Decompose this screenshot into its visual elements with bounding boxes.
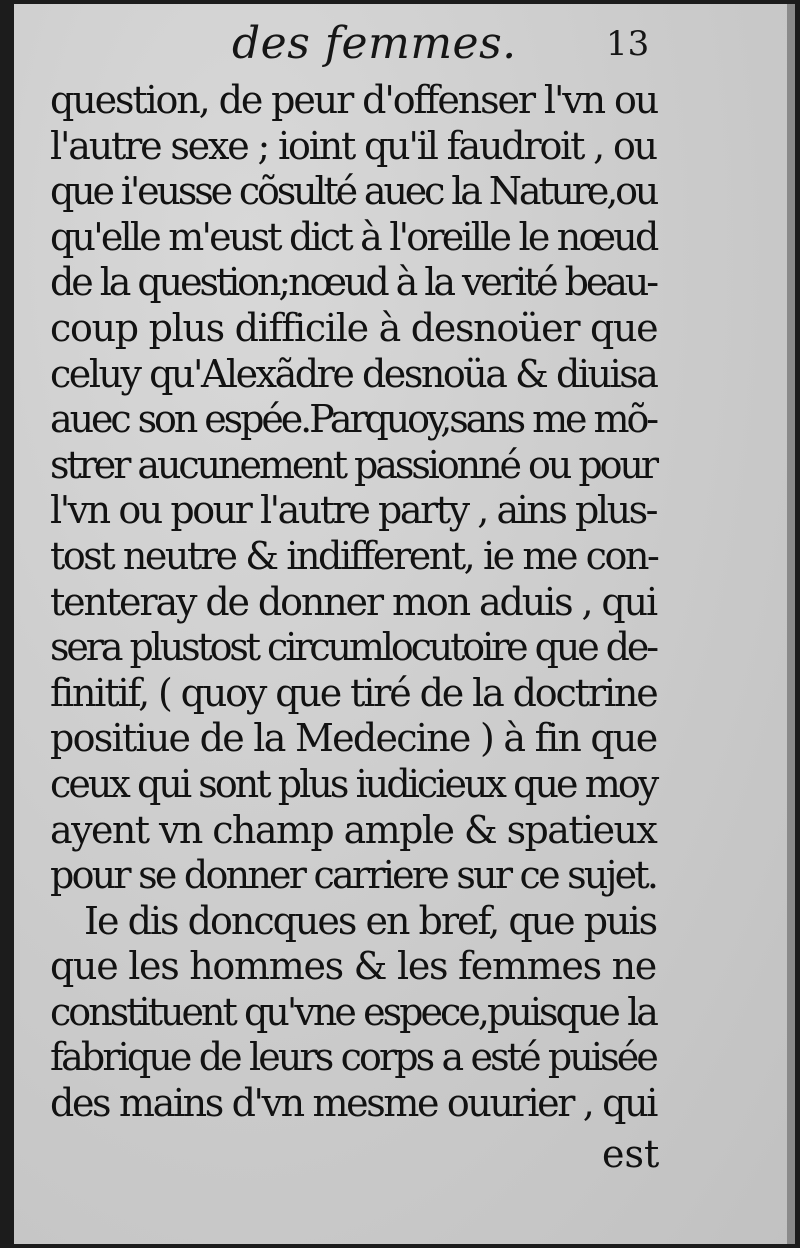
paragraph-start-line: Ie dis doncques en bref, que puis	[84, 898, 657, 943]
body-text	[50, 78, 656, 1127]
page-edge	[787, 4, 795, 1244]
text-line: que i'eusse cõsulté auec la Nature,ou	[50, 169, 657, 214]
text-line: auec son espée.Parquoy,sans me mõ-	[50, 397, 656, 442]
text-line: de la question;nœud à la verité beau-	[50, 260, 656, 305]
text-line: finitif, ( quoy que tiré de la doctrine	[50, 670, 657, 715]
text-line: strer aucunement passionné ou pour	[50, 442, 656, 487]
book-page	[14, 4, 795, 1244]
text-line: coup plus difficile à desnoüer que	[50, 305, 658, 350]
text-line: qu'elle m'eust dict à l'oreille le nœud	[50, 214, 657, 259]
text-line: constituent qu'vne espece,puisque la	[50, 989, 656, 1034]
text-line: positiue de la Medecine ) à fin que	[50, 716, 657, 761]
text-line: celuy qu'Alexãdre desnoüa & diuisa	[50, 351, 657, 396]
text-line: tenteray de donner mon aduis , qui	[50, 579, 656, 624]
page-number: 13	[606, 24, 650, 64]
text-line: ceux qui sont plus iudicieux que moy	[50, 761, 657, 806]
text-line: fabrique de leurs corps a esté puisée	[50, 1035, 656, 1080]
text-line: ayent vn champ ample & spatieux	[50, 807, 657, 852]
text-line: l'autre sexe ; ioint qu'il faudroit , ou	[50, 123, 656, 168]
text-line: tost neutre & indifferent, ie me con-	[50, 533, 658, 578]
text-line: l'vn ou pour l'autre party , ains plus-	[50, 488, 656, 533]
running-title: des femmes.	[232, 18, 517, 69]
text-line: pour se donner carriere sur ce sujet.	[50, 853, 657, 898]
text-line: question, de peur d'offenser l'vn ou	[50, 78, 658, 122]
text-line: sera plustost circumlocutoire que de-	[50, 625, 656, 670]
page-header	[14, 18, 795, 78]
text-line: que les hommes & les femmes ne	[50, 944, 656, 989]
text-line: des mains d'vn mesme ouurier , qui	[50, 1081, 656, 1126]
catchword: est	[602, 1132, 660, 1176]
